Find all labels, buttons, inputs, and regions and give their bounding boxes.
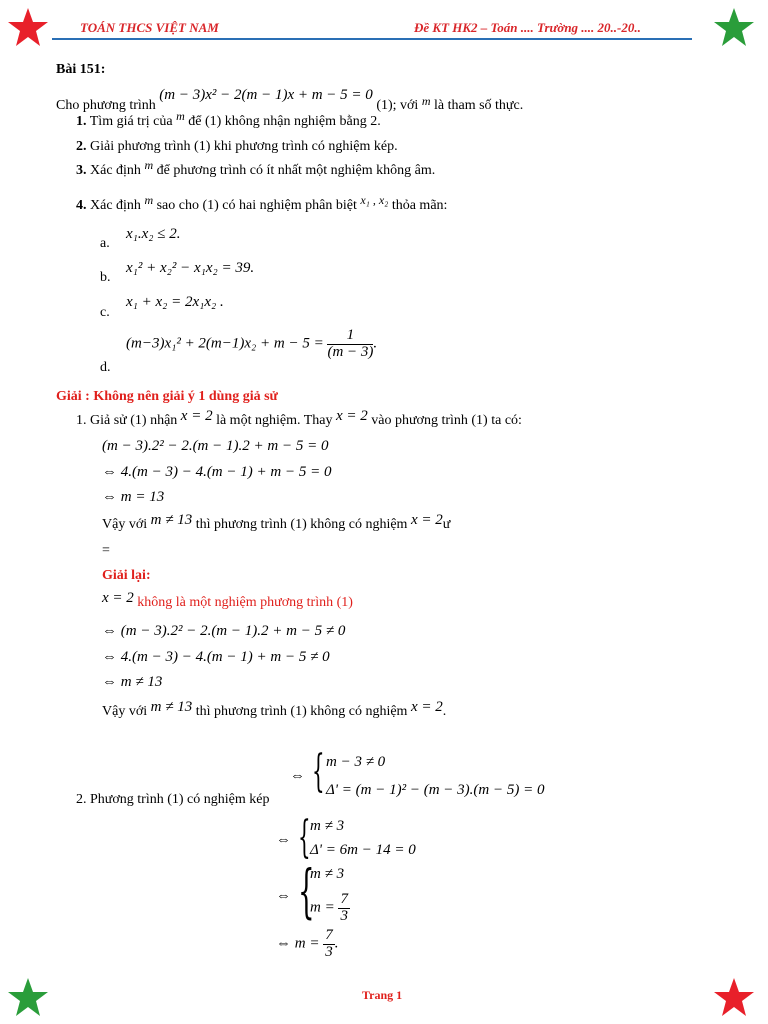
redo-line-3: ⇔ m ≠ 13: [102, 674, 163, 690]
redo-line-1: ⇔ (m − 3).2² − 2.(m − 1).2 + m − 5 ≠ 0: [102, 623, 346, 639]
solution-conclusion-2: Vậy với m ≠ 13 thì phương trình (1) không có nghiệm x = 2.: [102, 699, 447, 719]
redo-heading: Giải lại:: [102, 568, 151, 583]
solution-line-2: ⇔ 4.(m − 3) − 4.(m − 1) + m − 5 = 0: [102, 464, 332, 480]
equals-sign: =: [102, 543, 110, 558]
header-left-title: TOÁN THCS VIỆT NAM: [80, 20, 219, 35]
star-icon-bottom-right: [712, 976, 756, 1020]
system-3-arrow: ⇔: [276, 888, 291, 904]
system-1-line-2: Δ' = (m − 1)² − (m − 3).(m − 5) = 0: [326, 782, 545, 798]
solution-line-1: (m − 3).2² − 2.(m − 1).2 + m − 5 = 0: [102, 438, 329, 454]
question-4: 4. Xác định m sao cho (1) có hai nghiệm phân biệt x₁ , x₂ thỏa mãn:: [76, 193, 448, 213]
star-icon-bottom-left: [6, 976, 50, 1020]
solution-line-3: ⇔ m = 13: [102, 489, 165, 505]
item-a-label: a.: [100, 236, 110, 251]
intro-text-a: Cho phương trình: [56, 98, 156, 113]
item-b-label: b.: [100, 270, 111, 285]
main-equation: (m − 3)x² − 2(m − 1)x + m − 5 = 0: [159, 87, 373, 103]
star-icon-top-left: [6, 6, 50, 50]
solution-2-intro: 2. Phương trình (1) có nghiệm kép: [76, 792, 270, 807]
system-3-brace: {: [298, 857, 315, 925]
question-3: 3. Xác định m để phương trình có ít nhất một nghiệm không âm.: [76, 158, 436, 178]
system-2-arrow: ⇔: [276, 832, 291, 848]
problem-title: Bài 151:: [56, 62, 106, 77]
redo-line-0: x = 2 không là một nghiệm phương trình (1): [102, 590, 353, 610]
system-1-arrow: ⇔: [290, 768, 305, 784]
system-3-line-1: m ≠ 3: [310, 866, 345, 882]
page-number: Trang 1: [362, 988, 403, 1002]
item-a-expr: x₁.x₂ ≤ 2.: [126, 226, 181, 242]
redo-line-2: ⇔ 4.(m − 3) − 4.(m − 1) + m − 5 ≠ 0: [102, 649, 330, 665]
param-m: m: [421, 94, 431, 108]
star-icon-top-right: [712, 6, 756, 50]
system-3-line-2: m = $\frac{7}{3}$: [310, 891, 348, 924]
solution-heading: Giải : Không nên giải ý 1 dùng giả sử: [56, 389, 278, 404]
intro-text-c: là tham số thực.: [434, 98, 524, 113]
item-c-expr: x₁ + x₂ = 2x₁x₂ .: [126, 294, 224, 310]
item-d-label: d.: [100, 360, 111, 375]
header-right-title: Đề KT HK2 – Toán .... Trường .... 20..-20..: [414, 20, 641, 35]
solution-conclusion-1: Vậy với m ≠ 13 thì phương trình (1) không có nghiệm x = 2ư: [102, 512, 451, 532]
system-1-line-1: m − 3 ≠ 0: [326, 754, 386, 770]
system-1-brace: {: [312, 746, 325, 797]
question-2: 2. Giải phương trình (1) khi phương trình có nghiệm kép.: [76, 139, 398, 154]
system-2-line-2: Δ' = 6m − 14 = 0: [310, 842, 416, 858]
question-1: 1. Tìm giá trị của m để (1) không nhận nghiệm bằng 2.: [76, 109, 381, 129]
solution-1-intro: 1. Giả sử (1) nhận x = 2 là một nghiệm. Thay x = 2 vào phương trình (1) ta có:: [76, 408, 522, 428]
header-rule: [52, 38, 692, 40]
problem-intro: [56, 87, 524, 114]
item-c-label: c.: [100, 305, 110, 320]
item-d-expr: (m−3)x₁² + 2(m−1)x₂ + m − 5 = $\frac{1}{(m - 3)}$ .: [126, 327, 378, 360]
intro-text-b: (1); với: [376, 98, 419, 113]
item-b-expr: x₁² + x₂² − x₁x₂ = 39.: [126, 260, 255, 276]
system-2-line-1: m ≠ 3: [310, 818, 345, 834]
system-2-brace: {: [298, 812, 311, 863]
final-answer: ⇔ m = $\frac{7}{3}$ .: [276, 927, 339, 960]
